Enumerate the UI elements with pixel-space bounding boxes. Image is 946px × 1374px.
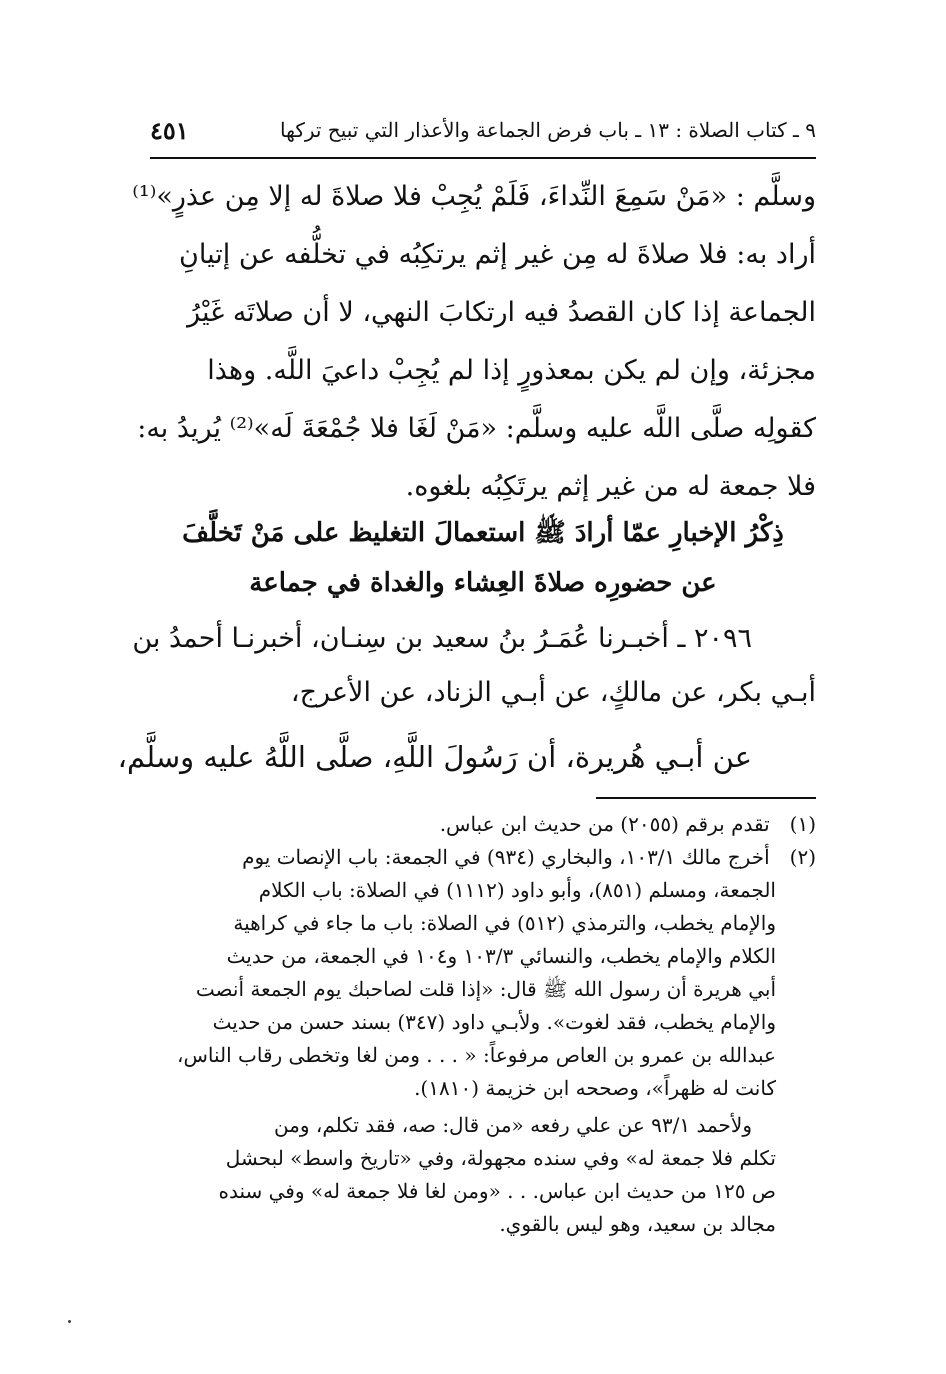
scan-speck (68, 1320, 71, 1323)
footnotes (150, 808, 816, 1241)
footnote-line: الجمعة، ومسلم (٨٥١)، وأبو داود (١١١٢) في الصلاة: باب الكلام (258, 878, 776, 902)
footnote-line: والإمام يخطب، والترمذي (٥١٢) في الصلاة: باب ما جاء في كراهية (233, 911, 776, 935)
footnote-line: أبي هريرة أن رسول الله ﷺ قال: «إذا قلت لصاحبك يوم الجمعة أنصت (195, 977, 776, 1001)
text-line: مجزئة، وإن لم يكن بمعذورٍ إذا لم يُجِبْ داعيَ اللَّه. وهذا (207, 355, 816, 386)
footnote-text: أخرج مالك ١٠٣/١، والبخاري (٩٣٤) في الجمعة: باب الإنصات يوم (242, 845, 770, 869)
hadith-line-1: ٢٠٩٦ ـ أخبـرنا عُمَـرُ بنُ سعيد بن سِنـان، أخبرنـا أحمدُ بن (132, 623, 752, 654)
footnote-2 (150, 841, 816, 874)
footnote-line: مجالد بن سعيد، وهو ليس بالقوي. (499, 1212, 776, 1236)
footnote-rule (596, 797, 816, 799)
running-header (150, 112, 816, 152)
hadith-line-3: عن أبـي هُريرة، أن رَسُولَ اللَّهِ، صلَّى اللَّهُ عليه وسلَّم، (117, 740, 752, 774)
text-line: أراد به: فلا صلاةَ له مِن غير إثم يرتكِبُه في تخلُّفه عن إتيانِ (179, 239, 816, 270)
footnote-line: الكلام والإمام يخطب، والنسائي ١٠٣/٣ و١٠٤ في الجمعة، من حديث (226, 944, 776, 968)
footnote-line: والإمام يخطب، فقد لغوت». ولأبـي داود (٣٤٧) بسند حسن من حديث (212, 1010, 776, 1034)
header-rule (150, 157, 816, 159)
running-title: ٩ ـ كتاب الصلاة : ١٣ ـ باب فرض الجماعة والأعذار التي تبيح تركها (280, 118, 816, 142)
text-line: كقولِه صلَّى اللَّه عليه وسلَّم: «مَنْ لَغَا فلا جُمْعَةَ لَه»⁽²⁾ يُريدُ به: (137, 413, 816, 444)
footnote-text: تقدم برقم (٢٠٥٥) من حديث ابن عباس. (439, 812, 770, 836)
footnote-line: عبدالله بن عمرو بن العاص مرفوعاً: « . . . ومن لغا وتخطى رقاب الناس، (177, 1043, 776, 1067)
hadith-line-2: أبـي بكر، عن مالكٍ، عن أبـي الزناد، عن الأعرج، (290, 677, 816, 708)
footnote-line: ص ١٢٥ من حديث ابن عباس. . . «ومن لغا فلا جمعة له» وفي سنده (218, 1179, 776, 1203)
footnote-marker: (٢) (789, 845, 816, 869)
text-line: فلا جمعة له من غير إثم يرتَكِبُه بلغوه. (405, 471, 816, 502)
page-number: ٤٥١ (150, 116, 189, 145)
heading-line-1: ذِكْرُ الإخبارِ عمّا أرادَ ﷺ استعمالَ التغليظ على مَنْ تَخلَّفَ (182, 518, 784, 548)
text-line: وسلَّم : «مَنْ سَمِعَ النِّداءَ، فَلَمْ يُجِبْ فلا صلاةَ له إلا مِن عذرٍ»⁽¹⁾ (132, 181, 816, 212)
hadith-block (117, 612, 816, 784)
section-heading (150, 508, 816, 608)
heading-line-2: عن حضورِه صلاةَ العِشاء والغداة في جماعة (249, 568, 717, 598)
footnote-1 (150, 808, 816, 841)
text-line: الجماعة إذا كان القصدُ فيه ارتكابَ النهي، لا أن صلاتَه غَيْرُ (187, 297, 816, 328)
footnote-marker: (١) (789, 812, 816, 836)
main-text (132, 168, 816, 516)
footnote-line: كانت له ظهراً»، وصححه ابن خزيمة (١٨١٠). (414, 1076, 776, 1100)
footnote-line: ولأحمد ٩٣/١ عن علي رفعه «من قال: صه، فقد تكلم، ومن (273, 1113, 752, 1137)
footnote-line: تكلم فلا جمعة له» وفي سنده مجهولة، وفي «تاريخ واسط» لبحشل (225, 1146, 776, 1170)
